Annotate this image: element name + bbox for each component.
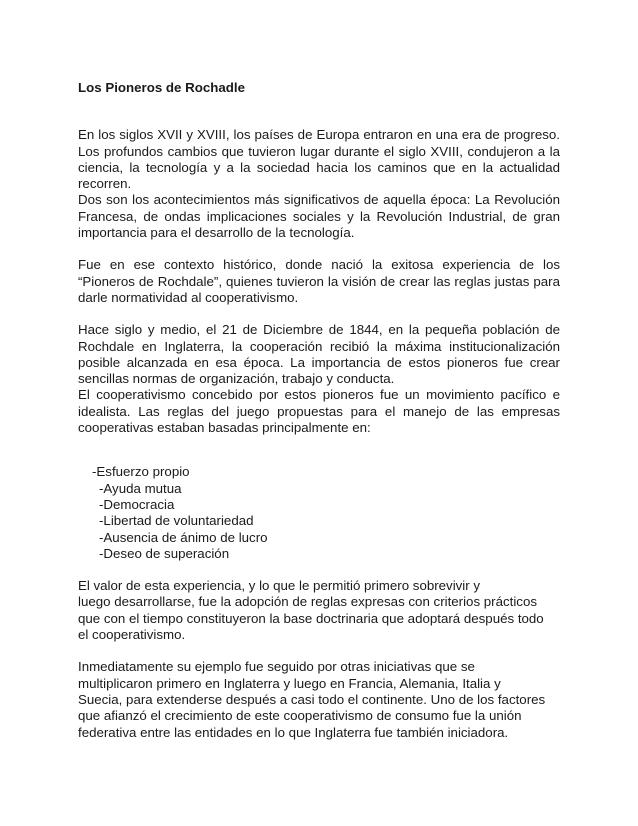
spacer (78, 241, 560, 257)
paragraph-7 (78, 659, 560, 740)
list-item: -Democracia (99, 496, 175, 512)
paragraph-4: Hace siglo y medio, el 21 de Diciembre de 1844, en la pequeña población de Rochdale en Inglaterra, la cooperación recibió la máxima institucionalización posible alcanzada en esa época. La importancia de estos pioneros fue crear sencillas normas de organización, trabajo y conducta. (78, 322, 560, 387)
paragraph-7-line: Inmediatamente su ejemplo fue seguido por otras iniciativas que se (78, 659, 475, 675)
paragraph-6-line: el cooperativismo. (78, 627, 186, 643)
list-item: -Ayuda mutua (99, 480, 182, 496)
paragraph-7-line: multiplicaron primero en Inglaterra y luego en Francia, Alemania, Italia y (78, 675, 501, 691)
paragraph-6 (78, 578, 560, 643)
paragraph-2: Dos son los acontecimientos más significativos de aquella época: La Revolución Francesa, de ondas implicaciones sociales y la Revolución Industrial, de gran importancia para el desarrollo de la tecnología. (78, 192, 560, 241)
paragraph-7-line: Suecia, para extenderse después a casi todo el continente. Uno de los factores (78, 691, 546, 707)
paragraph-5: El cooperativismo concebido por estos pioneros fue un movimiento pacífico e idealista. Las reglas del juego propuestas para el manejo de las empresas cooperativas estaban basadas principalmente en: (78, 387, 560, 436)
list-item: -Deseo de superación (99, 545, 230, 561)
spacer (78, 643, 560, 659)
paragraph-6-line: El valor de esta experiencia, y lo que le permitió primero sobrevivir y (78, 578, 481, 594)
list-item: -Esfuerzo propio (92, 464, 190, 480)
principles-list (78, 464, 560, 562)
paragraph-7-line: que afianzó el crecimiento de este cooperativismo de consumo fue la unión (78, 708, 522, 724)
document-title: Los Pioneros de Rochadle (78, 80, 245, 95)
list-item: -Libertad de voluntariedad (99, 513, 254, 529)
paragraph-6-line: que con el tiempo constituyeron la base doctrinaria que adoptará después todo (78, 610, 544, 626)
paragraph-3: Fue en ese contexto histórico, donde nació la exitosa experiencia de los “Pioneros de Rochdale”, quienes tuvieron la visión de crear las reglas justas para darle normatividad al cooperativismo. (78, 257, 560, 305)
paragraph-6-line: luego desarrollarse, fue la adopción de reglas expresas con criterios prácticos (78, 594, 537, 610)
spacer (78, 306, 560, 322)
list-item: -Ausencia de ánimo de lucro (99, 529, 268, 545)
document-page (78, 80, 560, 741)
paragraph-1: En los siglos XVII y XVIII, los países de Europa entraron en una era de progreso. Los profundos cambios que tuvieron lugar durante el siglo XVIII, condujeron a la ciencia, la tecnología y a la sociedad hacia los caminos que en la actualidad recorren. (78, 127, 560, 192)
paragraph-7-line: federativa entre las entidades en lo que Inglaterra fue también iniciadora. (78, 724, 509, 740)
